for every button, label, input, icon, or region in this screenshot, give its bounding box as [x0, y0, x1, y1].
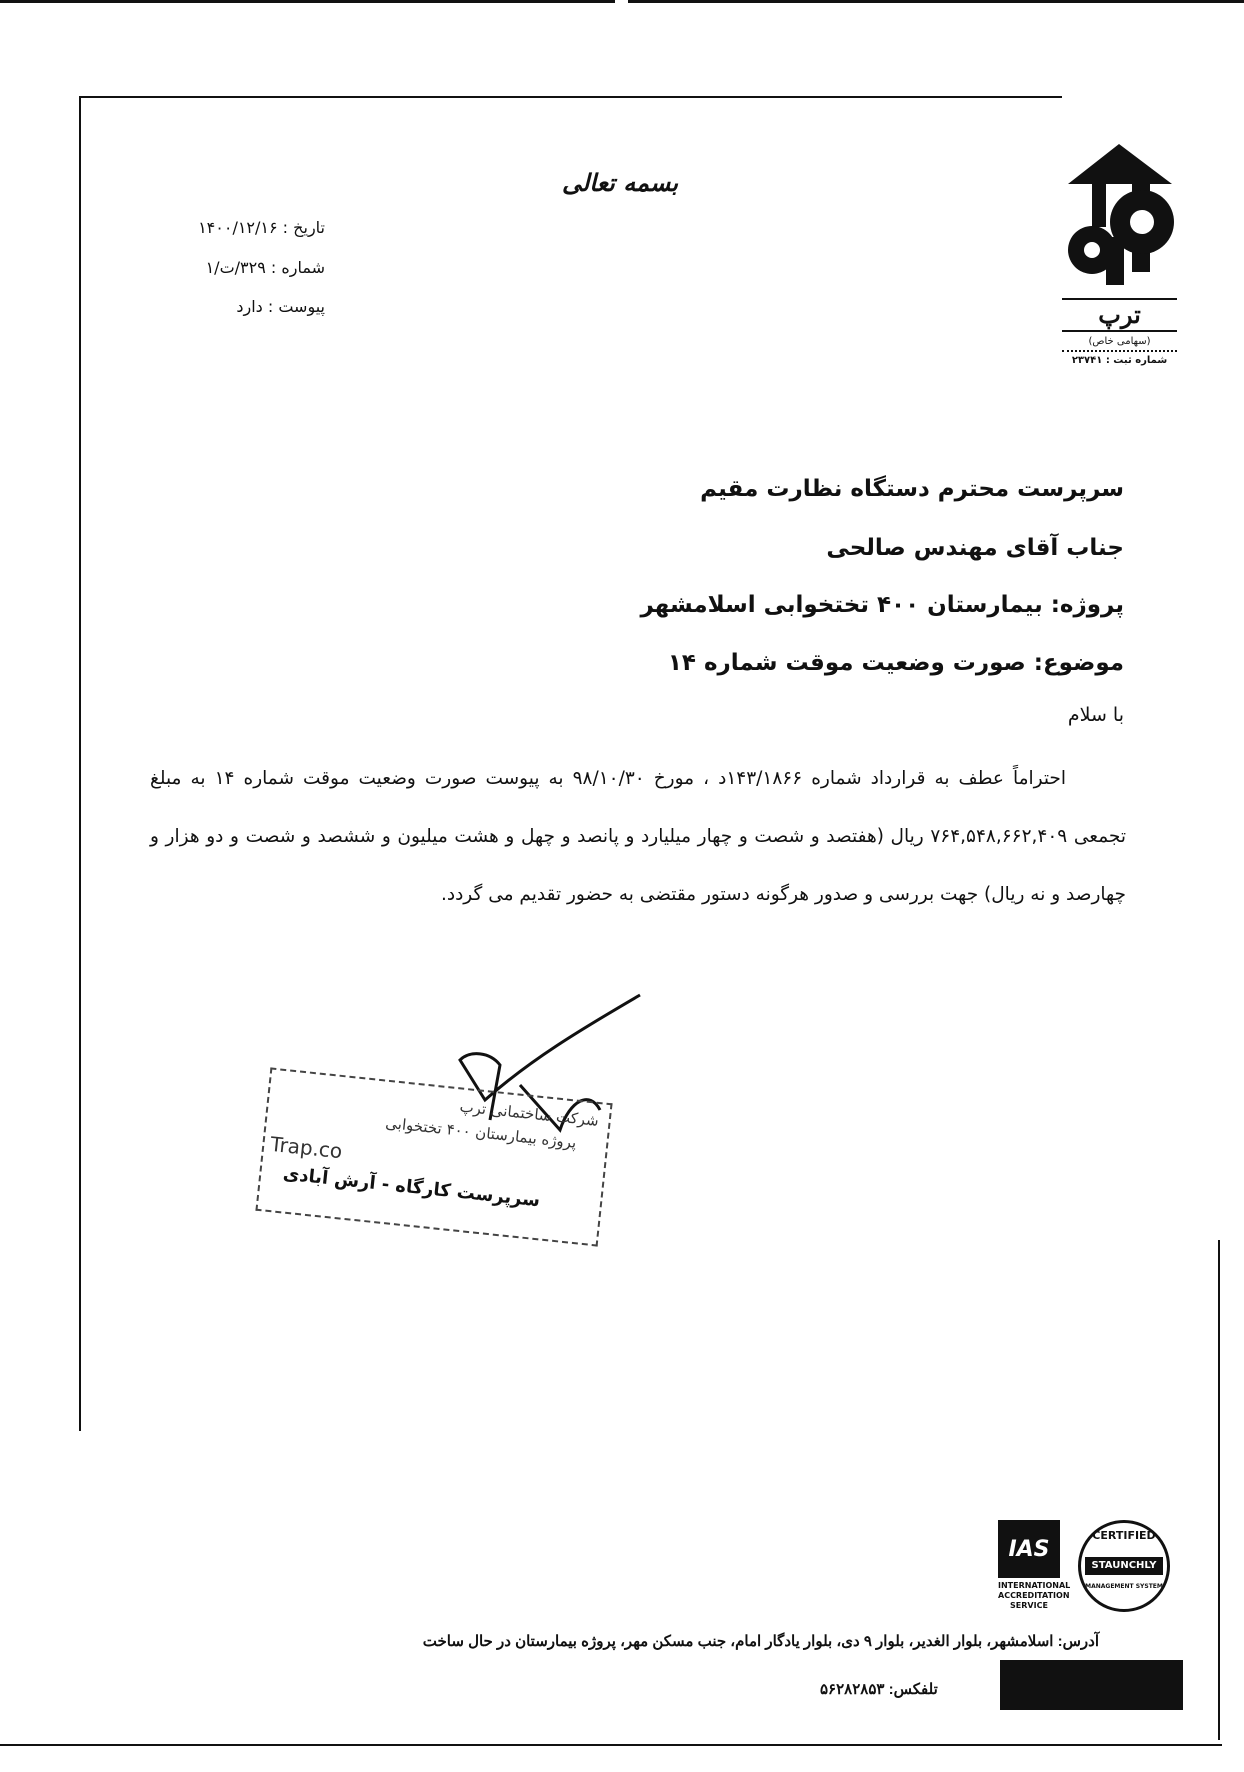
- company-type: (سهامی خاص): [1088, 336, 1151, 347]
- stamp-line-4: سرپرست کارگاه - آرش آبادی: [281, 1163, 542, 1212]
- project-title: پروژه: بیمارستان ۴۰۰ تختخوابی اسلامشهر: [640, 592, 1124, 618]
- bismillah: بسمه تعالی: [561, 168, 679, 197]
- stamp-line-3: Trap.co: [269, 1131, 344, 1164]
- redacted-box: [1000, 1660, 1183, 1710]
- stamp-line-1: شرکت ساختمانی ترپ: [458, 1097, 600, 1130]
- recipient-title: سرپرست محترم دستگاه نظارت مقیم: [700, 476, 1124, 502]
- letter-body: [150, 750, 1126, 924]
- top-edge-line-left: [0, 0, 615, 3]
- letter-attachment: پیوست : دارد: [236, 297, 325, 316]
- letter-date: تاریخ : ۱۴۰۰/۱۲/۱۶: [198, 218, 325, 237]
- frame-bottom: [0, 1744, 1222, 1746]
- letter-number: شماره : ۳۲۹/ت/۱: [205, 258, 325, 277]
- registration-number: شماره ثبت : ۲۳۷۴۱: [1071, 355, 1168, 366]
- frame-left: [79, 96, 81, 1431]
- subject-line: موضوع: صورت وضعیت موقت شماره ۱۴: [667, 650, 1124, 676]
- frame-top: [80, 96, 1062, 98]
- company-logo: [1062, 142, 1177, 366]
- body-paragraph: احتراماً عطف به قرارداد شماره ۱۴۳/۱۸۶۶د ، مورخ ۹۸/۱۰/۳۰ به پیوست صورت وضعیت موقت شماره ۱۴ به مبلغ تجمعی ۷۶۴,۵۴۸,۶۶۲,۴۰۹ ریال (هفتصد و شصت و چهار میلیارد و پانصد و چهل و هشت میلیون و ششصد و شصت و دو هزار و چهارصد و نه ریال) جهت بررسی و صدور هرگونه دستور مقتضی به حضور تقدیم می گردد.: [150, 768, 1127, 905]
- company-name: ترپ: [1062, 298, 1177, 332]
- ias-logo: [998, 1520, 1071, 1611]
- cert-bottom-text: MANAGEMENT SYSTEM: [1085, 1583, 1163, 1590]
- frame-right: [1218, 1240, 1220, 1740]
- ias-caption: INTERNATIONAL ACCREDITATION SERVICE: [998, 1581, 1071, 1610]
- cert-top-text: CERTIFIED: [1092, 1529, 1156, 1542]
- logo-divider: [1062, 350, 1177, 352]
- top-edge-line-right: [628, 0, 1244, 3]
- footer-address: آدرس: اسلامشهر، بلوار الغدیر، بلوار ۹ دی، بلوار یادگار امام، جنب مسکن مهر، پروژه بیمارستان در حال ساخت: [422, 1633, 1099, 1650]
- footer-phone: تلفکس: ۵۶۲۸۲۸۵۳: [820, 1681, 938, 1698]
- certified-seal: [1078, 1520, 1170, 1612]
- cert-middle-text: STAUNCHLY: [1085, 1557, 1163, 1575]
- greeting: با سلام: [1067, 704, 1124, 726]
- stamp-line-2: پروژه بیمارستان ۴۰۰ تختخوابی: [384, 1113, 578, 1152]
- recipient-name: جناب آقای مهندس صالحی: [826, 535, 1124, 561]
- ias-mark: IAS: [998, 1520, 1060, 1578]
- company-emblem-icon: [1062, 142, 1177, 292]
